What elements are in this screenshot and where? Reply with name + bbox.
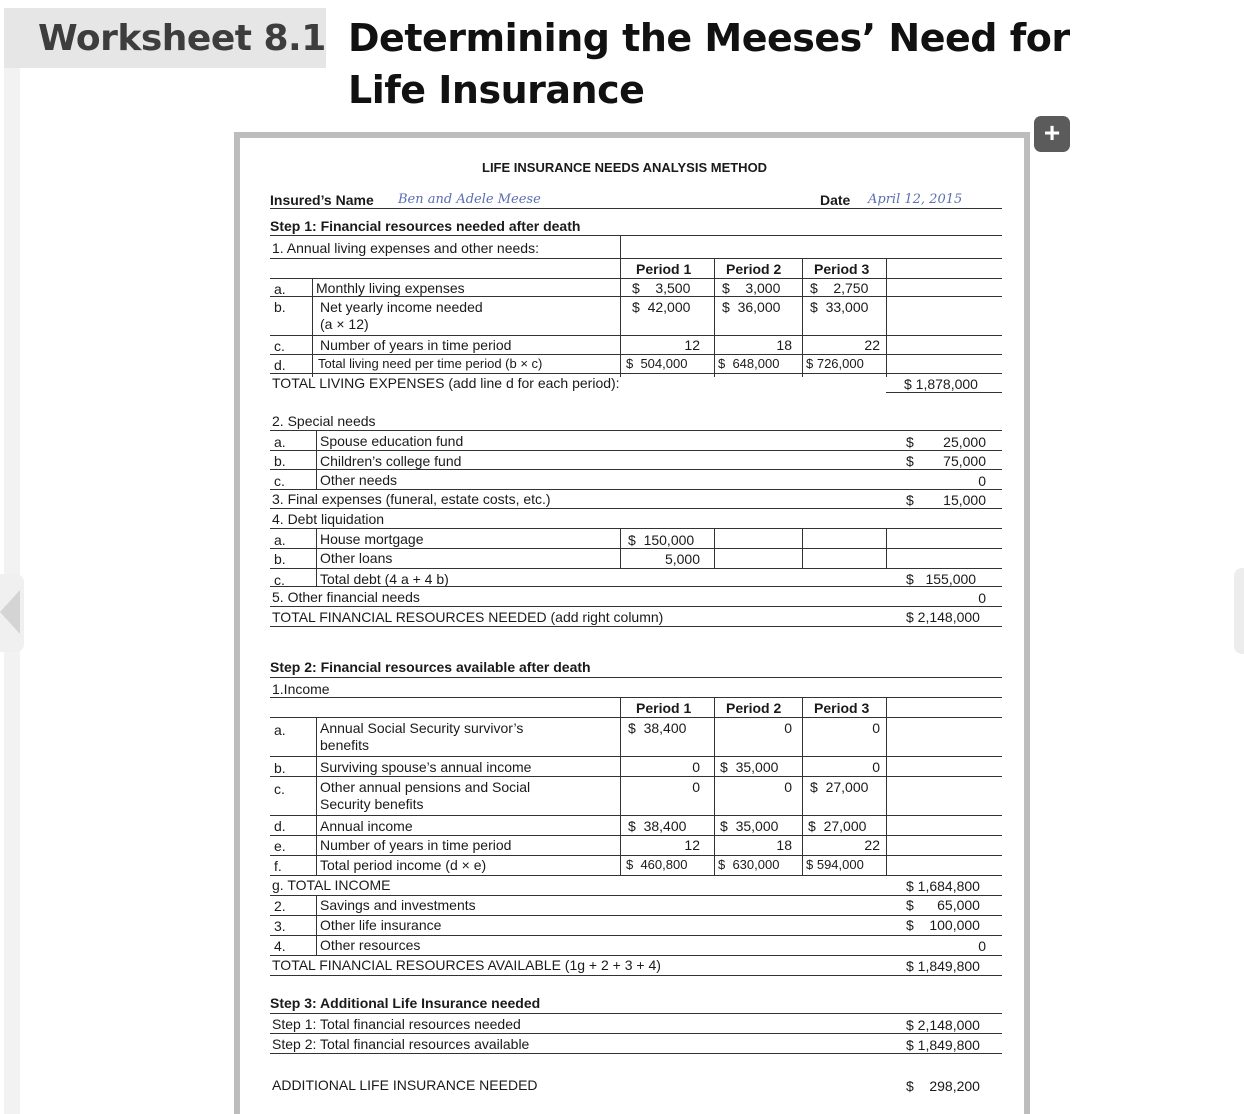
rule [270,935,1002,936]
step1-period2-header: Period 2 [726,261,782,277]
step1-title: Step 1: Financial resources needed after death [270,218,581,234]
debt-label: Other loans [320,550,393,566]
step1-row-p1: $ 42,000 [632,299,691,315]
income-letter: e. [274,838,286,854]
special-needs-label: 2. Special needs [272,413,376,429]
rule [316,430,317,489]
debt-letter: a. [274,532,286,548]
page-title: Determining the Meeses’ Need for Life Insurance [348,16,1070,112]
form-title: LIFE INSURANCE NEEDS ANALYSIS METHOD [482,160,768,175]
step1-row-p2: $ 3,000 [722,280,781,296]
rule [270,489,1002,490]
income-letter: c. [274,781,285,797]
total-debt-label: Total debt (4 a + 4 b) [320,571,449,587]
step1-period1-header: Period 1 [636,261,692,277]
step1-period3-header: Period 3 [814,261,870,277]
other-financial-needs-value: 0 [978,590,986,606]
rule [270,430,1002,431]
rule [270,1053,1002,1054]
rule [270,756,1002,757]
income-p3: 0 [872,759,880,775]
rule [270,278,1002,279]
rule [270,568,1002,569]
total-needed-label: TOTAL FINANCIAL RESOURCES NEEDED (add right column) [272,609,664,625]
income-p2: $ 35,000 [720,818,779,834]
additional-insurance-value: $ 298,200 [906,1078,980,1094]
rule [620,697,621,876]
income-p1: $ 38,400 [628,818,687,834]
step1-row-letter: a. [274,281,286,297]
step1-row-p3: $ 726,000 [806,356,864,371]
total-income-value: $ 1,684,800 [906,878,980,894]
special-currency: $ [906,453,914,469]
step1-row-p2: $ 648,000 [718,356,780,371]
income-p2: 0 [784,779,792,795]
step1-row-p1: $ 504,000 [626,356,688,371]
income-p3: 0 [872,720,880,736]
next-arrow-icon[interactable] [1234,568,1244,654]
rule [620,235,621,258]
rule [270,776,1002,777]
rule [316,717,317,876]
income-label: Annual income [320,818,413,834]
special-label: Spouse education fund [320,433,464,449]
rule [316,895,317,955]
debt-liquidation-label: 4. Debt liquidation [272,511,385,527]
step1-row-label: Net yearly income needed [320,299,483,315]
rule [270,677,1002,678]
step1-row-p1: $ 3,500 [632,280,691,296]
income-p1: 0 [692,779,700,795]
step3-needed-label: Step 1: Total financial resources needed [272,1016,521,1032]
step1-row-p2: 18 [776,337,792,353]
rule [270,235,1002,236]
income-letter: f. [274,858,282,874]
rule [270,508,1002,509]
previous-arrow-icon[interactable] [0,574,24,652]
debt-letter: b. [274,551,286,567]
income-letter: b. [274,760,286,776]
rule [270,1033,1002,1034]
debt-label: House mortgage [320,531,424,547]
step2-title: Step 2: Financial resources available after death [270,659,591,675]
step3-needed-value: $ 2,148,000 [906,1017,980,1033]
step2-period3-header: Period 3 [814,700,870,716]
total-debt-value: $ 155,000 [906,571,977,587]
rule [270,528,1002,529]
rule [270,815,1002,816]
rule [270,626,1002,627]
income-p1: 12 [684,837,700,853]
step1-row-label: Total living need per time period (b × c) [318,356,543,371]
rule [316,528,317,586]
income-label-line2: benefits [320,737,370,753]
rule [270,469,1002,470]
income-letter: a. [274,722,286,738]
special-value: 75,000 [943,453,986,469]
resource-number: 3. [274,918,286,934]
income-label: Total period income (d × e) [320,857,487,873]
step3-available-label: Step 2: Total financial resources available [272,1036,530,1052]
rule [270,586,1002,587]
rule [886,392,1002,393]
income-p2: 18 [776,837,792,853]
rule [270,875,1002,876]
resource-number: 2. [274,898,286,914]
rule [270,354,1002,355]
additional-insurance-label: ADDITIONAL LIFE INSURANCE NEEDED [272,1077,538,1093]
total-debt-letter: c. [274,572,285,588]
resource-label: Savings and investments [320,897,476,913]
step1-row-p2: $ 36,000 [722,299,781,315]
income-p2: $ 630,000 [718,857,780,872]
rule [270,208,1002,209]
rule [312,278,313,377]
zoom-in-button[interactable]: + [1034,116,1070,152]
rule [270,835,1002,836]
step3-available-value: $ 1,849,800 [906,1037,980,1053]
income-p3: $ 27,000 [810,779,869,795]
special-letter: c. [274,473,285,489]
income-p3: $ 27,000 [808,818,867,834]
total-living-label: TOTAL LIVING EXPENSES (add line d for each period): [272,375,620,391]
final-expenses-currency: $ [906,492,914,508]
rule [270,296,1002,297]
rule [270,548,1002,549]
rule [270,717,1002,718]
insured-name-label: Insured’s Name [270,192,374,208]
total-living-value: $ 1,878,000 [904,376,978,392]
rule [270,335,1002,336]
date-value: April 12, 2015 [868,192,963,207]
total-needed-value: $ 2,148,000 [906,609,980,625]
step1-section1-label: 1. Annual living expenses and other needs: [272,240,539,256]
rule [270,895,1002,896]
total-income-label: g. TOTAL INCOME [272,877,391,893]
step2-period1-header: Period 1 [636,700,692,716]
worksheet-tab [4,8,326,68]
rule [270,855,1002,856]
step1-row-p3: $ 2,750 [810,280,869,296]
income-label-line2: Security benefits [320,796,424,812]
date-label: Date [820,192,851,208]
income-letter: d. [274,818,286,834]
resource-value: $ 100,000 [906,917,980,933]
income-p1: $ 460,800 [626,857,688,872]
rule [270,697,1002,698]
worksheet-form [240,138,1024,1114]
rule [620,258,621,377]
special-label: Other needs [320,472,398,488]
special-label: Children’s college fund [320,453,462,469]
total-available-value: $ 1,849,800 [906,958,980,974]
rule [270,955,1002,956]
rule [802,258,803,377]
special-value: 0 [978,473,986,489]
step1-row-label: Monthly living expenses [316,280,465,296]
rule [270,915,1002,916]
debt-p1: 5,000 [664,551,700,567]
rule [714,258,715,377]
other-financial-needs-label: 5. Other financial needs [272,589,420,605]
rule [270,606,1002,607]
rule [270,1013,1002,1014]
income-p1: 0 [692,759,700,775]
income-p1: $ 38,400 [628,720,687,736]
special-letter: a. [274,434,286,450]
income-label: Surviving spouse’s annual income [320,759,532,775]
step1-row-letter: d. [274,357,286,373]
special-letter: b. [274,453,286,469]
income-label: Annual Social Security survivor’s [320,720,524,736]
income-label: Other annual pensions and Social [320,779,531,795]
income-p2: 0 [784,720,792,736]
total-available-label: TOTAL FINANCIAL RESOURCES AVAILABLE (1g + 2 + 3 + 4) [272,957,661,973]
step1-row-label-line2: (a × 12) [320,316,369,332]
special-value: 25,000 [943,434,986,450]
resource-value: $ 65,000 [906,897,980,913]
resource-value: 0 [978,938,986,954]
step2-income-label: 1.Income [272,681,330,697]
income-p3: 22 [864,837,880,853]
debt-p1: $ 150,000 [628,532,695,548]
insured-name-value: Ben and Adele Meese [398,192,541,207]
rule [270,450,1002,451]
final-expenses-value: 15,000 [943,492,986,508]
step1-row-label: Number of years in time period [320,337,512,353]
step3-title: Step 3: Additional Life Insurance needed [270,995,541,1011]
rule [886,258,887,377]
step1-row-p3: 22 [864,337,880,353]
resource-number: 4. [274,938,286,954]
rule [270,975,1002,976]
income-p3: $ 594,000 [806,857,864,872]
step1-row-letter: b. [274,299,286,315]
income-label: Number of years in time period [320,837,512,853]
resource-label: Other resources [320,937,421,953]
rule [886,697,887,876]
final-expenses-label: 3. Final expenses (funeral, estate costs, etc.) [272,491,551,507]
step1-row-p1: 12 [684,337,700,353]
rule [270,373,1002,374]
worksheet-label: Worksheet 8.1 [38,18,326,59]
income-p2: $ 35,000 [720,759,779,775]
step1-row-letter: c. [274,338,285,354]
step2-period2-header: Period 2 [726,700,782,716]
resource-label: Other life insurance [320,917,442,933]
rule [270,258,1002,259]
special-currency: $ [906,434,914,450]
step1-row-p3: $ 33,000 [810,299,869,315]
